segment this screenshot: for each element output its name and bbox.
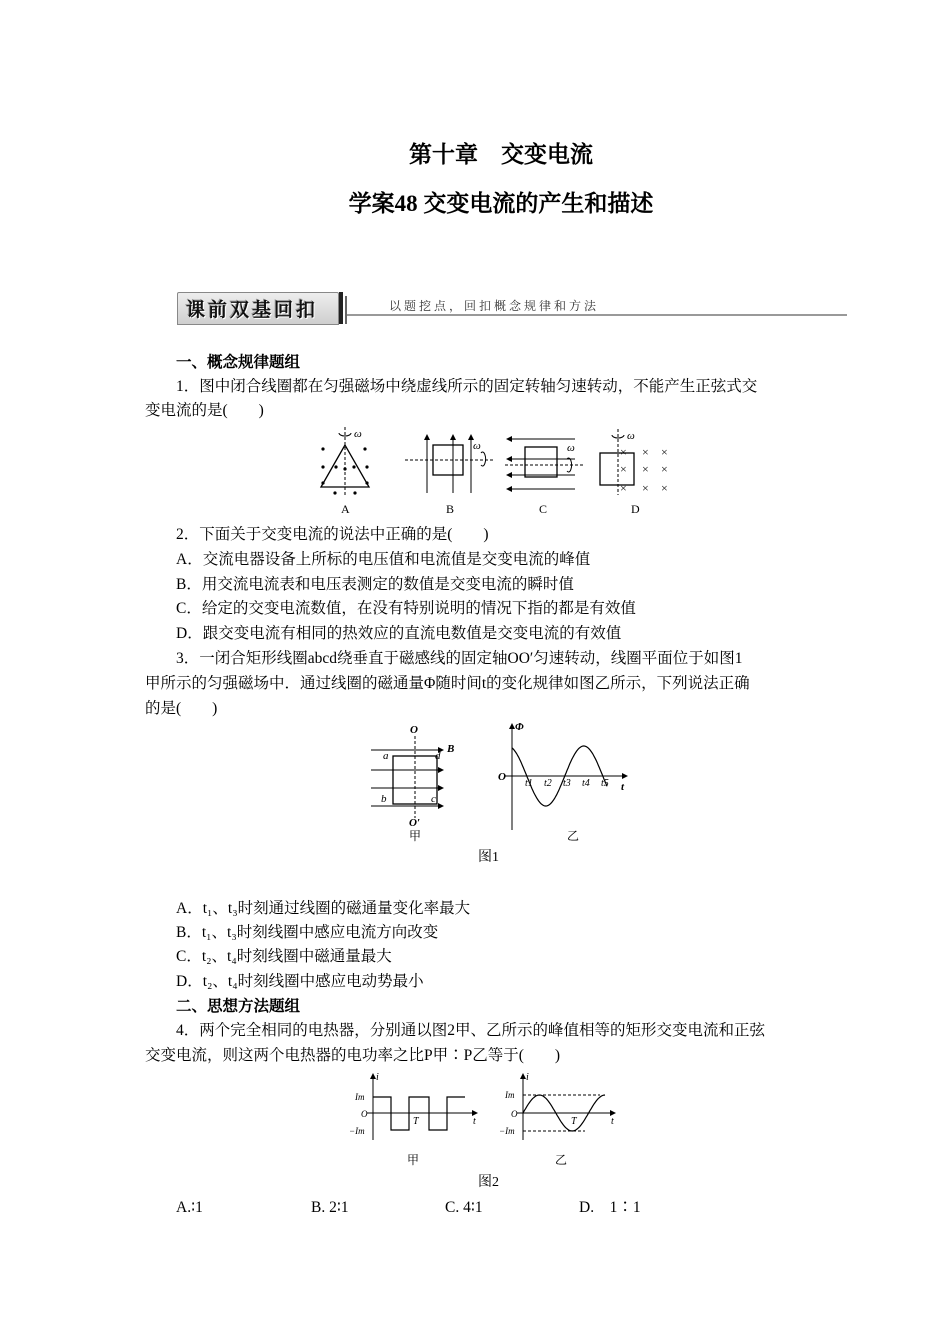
q4-option-d: D. 1∶1 — [579, 1199, 641, 1216]
figure-a-label: A — [341, 502, 350, 516]
q2-stem: 2．下面关于交变电流的说法中正确的是( ) — [176, 526, 489, 543]
figure-c-omega: ω — [567, 442, 575, 454]
q3-option-c: C．t₂、t₄时刻线圈中磁通量最大 — [176, 948, 392, 965]
q1-line2: 变电流的是( ) — [145, 402, 264, 419]
chapter-title: 第十章 交变电流 — [409, 142, 593, 167]
lesson-title: 学案48 交变电流的产生和描述 — [348, 191, 654, 216]
svg-text:×: × — [620, 445, 627, 459]
tick-t3: t3 — [563, 778, 571, 789]
sq-neg-im: −Im — [349, 1126, 365, 1136]
axis-phi: Φ — [515, 721, 524, 733]
figure-b-label: B — [446, 502, 455, 516]
svg-text:×: × — [661, 445, 668, 459]
figure2-caption: 图2 — [478, 1175, 499, 1190]
q4-sine-wave-graph — [499, 1072, 615, 1167]
figure-a-omega: ω — [354, 428, 362, 440]
svg-text:×: × — [661, 481, 668, 495]
corner-b: b — [381, 793, 387, 805]
sq-im: Im — [355, 1092, 365, 1102]
section1-heading: 一、概念规律题组 — [176, 354, 301, 371]
origin-o: O — [498, 771, 506, 783]
q4-option-c: C. 4∶1 — [445, 1199, 483, 1216]
svg-text:×: × — [642, 445, 649, 459]
banner-title: 课前双基回扣 — [186, 299, 319, 321]
sq-axis-t: t — [473, 1116, 476, 1127]
axis-o-top: O — [410, 724, 418, 736]
q2-option-a: A．交流电器设备上所标的电压值和电流值是交变电流的峰值 — [176, 551, 591, 568]
sin-period: T — [571, 1116, 577, 1127]
q2-option-b: B．用交流电流表和电压表测定的数值是交变电流的瞬时值 — [176, 576, 574, 593]
sin-axis-t: t — [611, 1116, 614, 1127]
q3-left-diagram — [371, 724, 454, 843]
q4-option-b: B. 2∶1 — [311, 1199, 349, 1216]
figure-b — [405, 435, 495, 516]
figure-d-omega: ω — [627, 430, 635, 442]
corner-a: a — [383, 750, 389, 762]
q1-figure — [305, 425, 685, 520]
q4-option-a: A.∶1 — [176, 1199, 203, 1216]
q1-line1: 1．图中闭合线圈都在匀强磁场中绕虚线所示的固定转轴匀速转动，不能产生正弦式交 — [176, 378, 758, 395]
figure-a — [321, 427, 369, 516]
corner-d: d — [435, 750, 441, 762]
corner-c: c — [431, 793, 436, 805]
q4-line1: 4．两个完全相同的电热器，分别通以图2甲、乙所示的峰值相等的矩形交变电流和正弦 — [176, 1022, 766, 1039]
sq-period: T — [413, 1116, 419, 1127]
svg-text:×: × — [620, 462, 627, 476]
tick-t1: t1 — [525, 778, 533, 789]
q3-option-d: D．t₂、t₄时刻线圈中感应电动势最小 — [176, 973, 424, 990]
banner-divider-thin — [345, 296, 347, 324]
q3-option-a: A．t₁、t₃时刻通过线圈的磁通量变化率最大 — [176, 900, 471, 917]
axis-o-bottom: O′ — [409, 817, 421, 829]
banner-tab — [177, 292, 339, 325]
q3-option-b: B．t₁、t₃时刻线圈中感应电流方向改变 — [176, 924, 439, 941]
sin-im: Im — [505, 1090, 515, 1100]
figure-d-label: D — [631, 502, 640, 516]
q4-square-wave-graph — [349, 1072, 477, 1167]
svg-text:×: × — [661, 462, 668, 476]
q3-right-graph — [498, 721, 627, 843]
field-b-label: B — [447, 743, 455, 755]
banner-subtitle: 以题挖点，回扣概念规律和方法 — [389, 299, 600, 313]
q3-line2: 甲所示的匀强磁场中．通过线圈的磁通量Φ随时间t的变化规律如图乙所示，下列说法正确 — [145, 675, 750, 692]
tick-t4: t4 — [582, 778, 590, 789]
q3-line3: 的是( ) — [145, 700, 218, 717]
q4-caption-jia: 甲 — [407, 1153, 420, 1167]
q3-line1: 3．一闭合矩形线圈abcd绕垂直于磁感线的固定轴OO′匀速转动，线圈平面位于如图1 — [176, 650, 743, 667]
q4-figure — [345, 1070, 625, 1170]
figure-c — [505, 439, 583, 516]
svg-text:×: × — [642, 481, 649, 495]
tick-t2: t2 — [544, 778, 552, 789]
figure-d — [600, 429, 668, 516]
sin-axis-i: i — [526, 1072, 529, 1083]
figure1-caption: 图1 — [478, 850, 499, 865]
caption-jia: 甲 — [409, 829, 422, 843]
q2-option-c: C．给定的交变电流数值，在没有特别说明的情况下指的都是有效值 — [176, 600, 636, 617]
sin-neg-im: −Im — [499, 1126, 515, 1136]
banner-divider — [339, 292, 343, 324]
figure-b-omega: ω — [473, 440, 481, 452]
svg-text:×: × — [620, 481, 627, 495]
caption-yi: 乙 — [567, 829, 580, 843]
svg-text:×: × — [642, 462, 649, 476]
sin-origin: O — [511, 1109, 518, 1119]
q4-line2: 交变电流，则这两个电热器的电功率之比P甲∶P乙等于( ) — [145, 1047, 561, 1064]
section-banner — [177, 292, 849, 326]
q3-figure — [365, 718, 635, 844]
sq-origin: O — [361, 1109, 368, 1119]
sq-axis-i: i — [376, 1072, 379, 1083]
banner-rule — [347, 314, 847, 316]
section2-heading: 二、思想方法题组 — [176, 998, 301, 1015]
q4-caption-yi: 乙 — [555, 1153, 568, 1167]
tick-t5: t5 — [601, 778, 609, 789]
q2-option-d: D．跟交变电流有相同的热效应的直流电数值是交变电流的有效值 — [176, 625, 622, 642]
figure-c-label: C — [539, 502, 548, 516]
axis-t: t — [621, 781, 625, 793]
